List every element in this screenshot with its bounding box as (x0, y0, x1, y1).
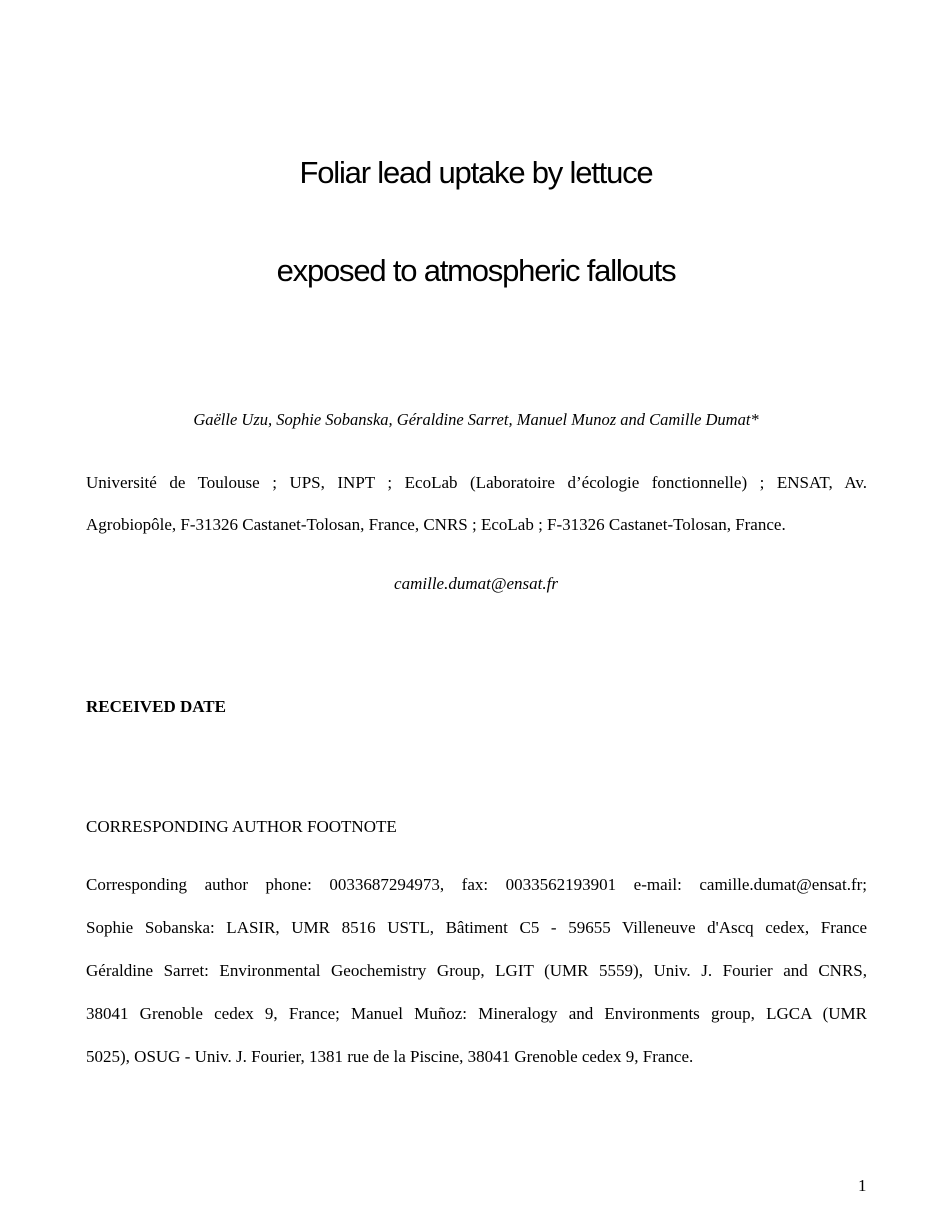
contact-email: camille.dumat@ensat.fr (394, 574, 558, 593)
footnote-heading: CORRESPONDING AUTHOR FOOTNOTE (86, 817, 397, 836)
corresponding-line-1: Corresponding author phone: 0033687294973, fax: 0033562193901 e-mail: camille.dumat@ensat.fr; (86, 875, 867, 894)
author-list: Gaëlle Uzu, Sophie Sobanska, Géraldine Sarret, Manuel Munoz and Camille Dumat* (193, 410, 759, 429)
page-number: 1 (858, 1176, 867, 1195)
corresponding-line-4: 38041 Grenoble cedex 9, France; Manuel Muñoz: Mineralogy and Environments group, LGCA (UMR (86, 1004, 867, 1023)
corresponding-line-3: Géraldine Sarret: Environmental Geochemistry Group, LGIT (UMR 5559), Univ. J. Fourier and CNRS, (86, 961, 867, 980)
title-line-1: Foliar lead uptake by lettuce (299, 155, 653, 190)
corresponding-line-2: Sophie Sobanska: LASIR, UMR 8516 USTL, Bâtiment C5 - 59655 Villeneuve d'Ascq cedex, France (86, 918, 867, 937)
received-date-heading: RECEIVED DATE (86, 697, 226, 716)
affiliation-line-2: Agrobiopôle, F-31326 Castanet-Tolosan, France, CNRS ; EcoLab ; F-31326 Castanet-Tolosan, France. (86, 515, 786, 534)
title-line-2: exposed to atmospheric fallouts (276, 253, 676, 288)
corresponding-line-5: 5025), OSUG - Univ. J. Fourier, 1381 rue de la Piscine, 38041 Grenoble cedex 9, France. (86, 1047, 694, 1066)
affiliation-line-1: Université de Toulouse ; UPS, INPT ; EcoLab (Laboratoire d’écologie fonctionnelle) ; ENSAT, Av. (86, 473, 867, 492)
